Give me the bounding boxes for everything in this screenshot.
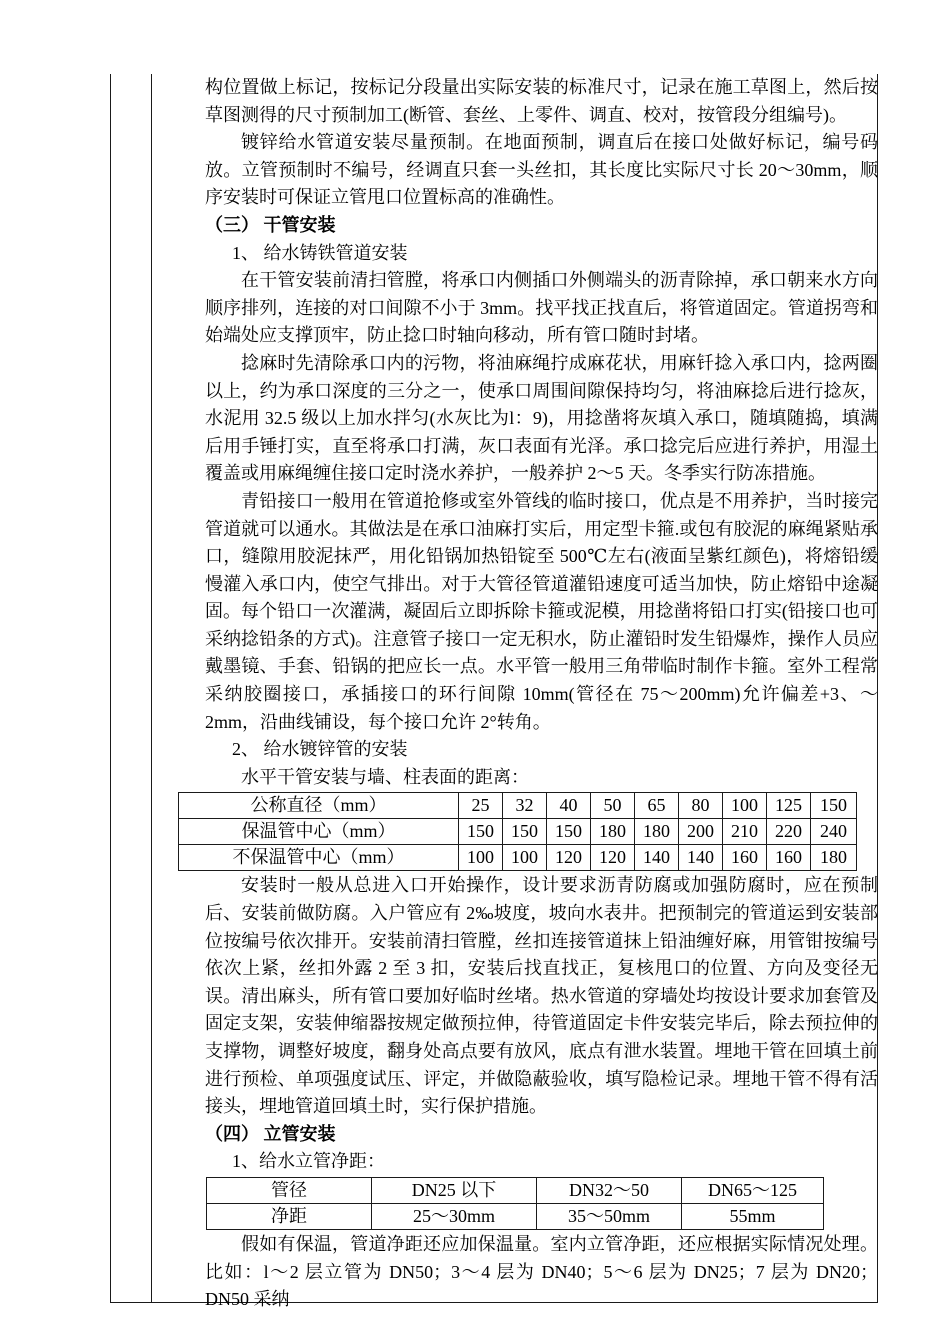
paragraph-insulation-note: 假如有保温，管道净距还应加保温量。室内立管净距，还应根据实际情况处理。比如：l～2 层立管为 DN50；3～4 层为 DN40；5～6 层为 DN25；7 层为 DN20；DN50 采纳 [205,1233,878,1310]
table-cell: 160 [723,845,767,871]
table-cell: 120 [547,845,591,871]
table-cell: 100 [723,793,767,819]
table-row-label: 不保温管中心（mm） [179,845,459,871]
table-cell: 220 [767,819,811,845]
table-row-label: 净距 [207,1203,372,1229]
table-row-uninsulated-center [179,845,857,871]
table-row-insulated-center [179,819,857,845]
paragraph-install-procedure: 安装时一般从总进入口开始操作，设计要求沥青防腐或加强防腐时，应在预制后、安装前做防腐。入户管应有 2‰坡度，坡向水表井。把预制完的管道运到安装部位按编号依次排开。安装前清扫管膛，丝扣连接管道抹上铅油缠好麻，用管钳按编号依次上紧，丝扣外露 2 至 3 扣，安装后找直找正，复核甩口的位置、方向及变径无误。清出麻头，所有管口要加好临时丝堵。热水管道的穿墙处均按设计要求加套管及固定支架，安装伸缩器按规定做预拉伸，待管道固定卡件安装完毕后，除去预拉伸的支撑物，调整好坡度，翻身处高点要有放风，底点有泄水装置。埋地干管在回填土前进行预检、单项强度试压、评定，并做隐蔽验收，填写隐检记录。埋地干管不得有活接头，埋地管道回填土时，实行保护措施。 [205,875,878,1117]
paragraph-caulking: 捻麻时先清除承口内的污物，将油麻绳拧成麻花状，用麻钎捻入承口内，捻两圈以上，约为承口深度的三分之一，使承口周围间隙保持均匀，将油麻捻后进行捻灰，水泥用 32.5 级以上加水拌匀(水灰比为l：9)，用捻凿将灰填入承口，随填随捣，填满后用手锤打实，直至将承口打满，灰口表面有光泽。承口捻完后应进行养护，用湿土覆盖或用麻绳缠住接口定时浇水养护，一般养护 2～5 天。冬季实行防冻措施。 [205,352,878,484]
paragraph-galvanized-prefab: 镀锌给水管道安装尽量预制。在地面预制，调直后在接口处做好标记，编号码放。立管预制时不编号，经调直只套一头丝扣，其长度比实际尺寸长 20～30mm，顺序安装时可保证立管甩口位置标高的准确性。 [205,132,878,208]
table-cell: 50 [591,793,635,819]
table-cell: 150 [503,819,547,845]
table-cell: DN65～125 [682,1177,824,1203]
table-cell: 200 [679,819,723,845]
table-cell: 240 [811,819,857,845]
table-row-label: 公称直径（mm） [179,793,459,819]
table-cell: 65 [635,793,679,819]
table-cell: 25～30mm [372,1203,537,1229]
table-cell: 180 [635,819,679,845]
pipe-distance-table [178,792,857,871]
content-cell [205,74,878,1314]
table-cell: 180 [811,845,857,871]
table-cell: 32 [503,793,547,819]
table-cell: 160 [767,845,811,871]
table-cell: 140 [635,845,679,871]
outer-table-left-border [110,74,111,1303]
list-item-cast-iron-install: 1、 给水铸铁管道安装 [232,242,408,263]
table-cell: 150 [811,793,857,819]
table-cell: 100 [459,845,503,871]
table-cell: 55mm [682,1203,824,1229]
list-item-galvanized-install: 2、 给水镀锌管的安装 [232,739,408,760]
table-cell: 40 [547,793,591,819]
table-cell: 150 [547,819,591,845]
paragraph-main-pipe-prep: 在干管安装前清扫管膛，将承口内侧插口外侧端头的沥青除掉，承口朝来水方向顺序排列，连接的对口间隙不小于 3mm。找平找正找直后，将管道固定。管道拐弯和始端处应支撑顶牢，防止捻口时轴向移动，所有管口随时封堵。 [205,270,878,346]
paragraph-distance-intro: 水平干管安装与墙、柱表面的距离： [241,766,529,787]
table-cell: 180 [591,819,635,845]
table-row-label: 保温管中心（mm） [179,819,459,845]
table-cell: 35～50mm [537,1203,682,1229]
paragraph-lead-joint: 青铅接口一般用在管道抢修或室外管线的临时接口，优点是不用养护，当时接完管道就可以通水。其做法是在承口油麻打实后，用定型卡箍.或包有胶泥的麻绳紧贴承口，缝隙用胶泥抹严，用化铅锅加热铅锭至 500℃左右(液面呈紫红颜色)，将熔铅缓慢灌入承口内，使空气排出。对于大管径管道灌铅速度可适当加快，防止熔铅中途凝固。每个铅口一次灌满，凝固后立即拆除卡箍或泥模，用捻凿将铅口打实(铅接口也可采纳捻铅条的方式)。注意管子接口一定无积水，防止灌铅时发生铅爆炸，操作人员应戴墨镜、手套、铅锅的把应长一点。水平管一般用三角带临时制作卡箍。室外工程常采纳胶圈接口，承插接口的环行间隙 10mm(管径在 75～200mm)允许偏差+3、～2mm，沿曲线铺设，每个接口允许 2°转角。 [205,490,878,732]
table-cell: 120 [591,845,635,871]
table-cell: 150 [459,819,503,845]
table-row-label: 管径 [207,1177,372,1203]
heading-section-3-main-pipe: （三） 干管安装 [205,214,336,235]
outer-table-column-divider [151,74,152,1303]
table-cell: DN25 以下 [372,1177,537,1203]
table-row-pipe-diameter [207,1177,824,1203]
table-row-nominal-diameter [179,793,857,819]
table-row-clear-spacing [207,1203,824,1229]
table-cell: 80 [679,793,723,819]
table-cell: 140 [679,845,723,871]
riser-spacing-table [206,1177,824,1230]
table-cell: 210 [723,819,767,845]
table-cell: 125 [767,793,811,819]
table-cell: 100 [503,845,547,871]
heading-section-4-riser-install: （四） 立管安装 [205,1123,336,1144]
table-cell: 25 [459,793,503,819]
list-item-riser-spacing: 1、给水立管净距： [232,1151,385,1172]
table-cell: DN32～50 [537,1177,682,1203]
paragraph-marking-prefab: 构位置做上标记，按标记分段量出实际安装的标准尺寸，记录在施工草图上，然后按草图测得的尺寸预制加工(断管、套丝、上零件、调直、校对，按管段分组编号)。 [205,77,878,125]
